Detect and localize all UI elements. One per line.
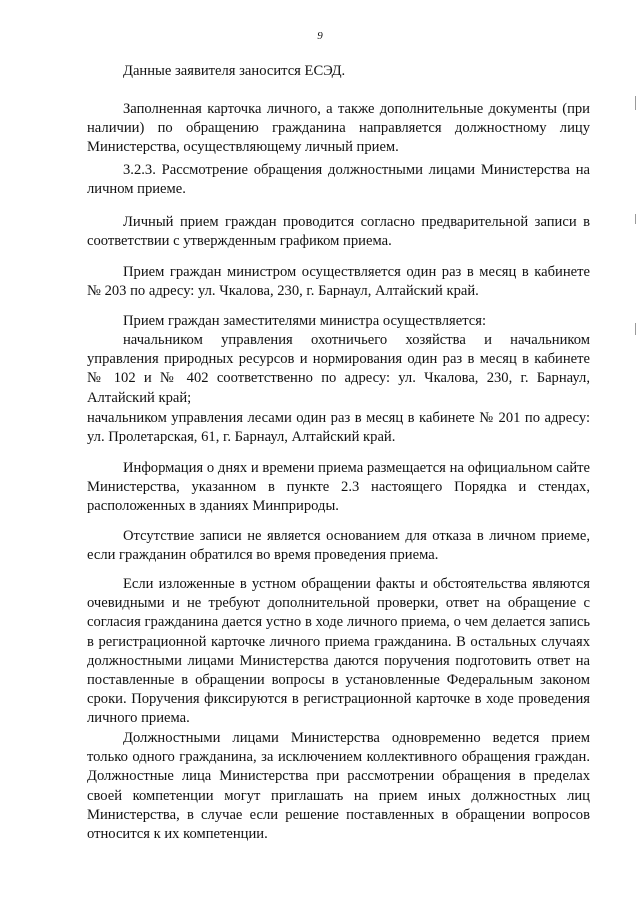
paragraph-no-record: Отсутствие записи не является основанием для отказа в личном приеме, если гражданин обратился во время проведения приема. [87, 528, 590, 564]
paragraph-preliminary-record: Личный прием граждан проводится согласно предварительной записи в соответствии с утвержденным графиком приема. [87, 214, 590, 250]
paragraph-one-citizen: Должностными лицами Министерства одновременно ведется прием только одного гражданина, за исключением коллективного обращения граждан. Должностные лица Министерства при рассмотрении обращения в пределах своей компетенции могут приглашать на прием иных должностных лиц Министерства, в случае если решение поставленных в обращении вопросов относится к их компетенции. [87, 730, 590, 843]
scan-artifact [635, 214, 636, 224]
paragraph-card-forwarding: Заполненная карточка личного, а также дополнительные документы (при наличии) по обращению гражданина направляется должностному лицу Министерства, осуществляющему личный прием. [87, 101, 590, 156]
section-heading-3-2-3: 3.2.3. Рассмотрение обращения должностными лицами Министерства на личном приеме. [87, 162, 590, 198]
paragraph-deputies-intro: Прием граждан заместителями министра осуществляется: [123, 313, 487, 329]
paragraph-minister-reception: Прием граждан министром осуществляется один раз в месяц в кабинете № 203 по адресу: ул. Чкалова, 230, г. Барнаул, Алтайский край. [87, 264, 590, 300]
paragraph-hunting-resources-heads: начальником управления охотничьего хозяйства и начальником управления природных ресурсов и нормирования один раз в месяц в кабинете № 102 и № 402 соответственно по адресу: ул. Чкалова, 230, г. Барнаул, Алтайский край; [87, 332, 590, 406]
paragraph-esed: Данные заявителя заносится ЕСЭД. [123, 63, 346, 79]
paragraph-info-placement: Информация о днях и времени приема размещается на официальном сайте Министерства, указанном в пункте 2.3 настоящего Порядка и стендах, расположенных в зданиях Минприроды. [87, 460, 590, 515]
scan-artifact [635, 96, 636, 110]
paragraph-forest-head: начальником управления лесами один раз в месяц в кабинете № 201 по адресу: ул. Пролетарская, 61, г. Барнаул, Алтайский край. [87, 410, 590, 446]
paragraph-oral-answer: Если изложенные в устном обращении факты и обстоятельства являются очевидными и не требуют дополнительной проверки, ответ на обращение с согласия гражданина дается устно в ходе личного приема, о чем делается запись в регистрационной карточке личного приема гражданина. В остальных случаях должностными лицами Министерства даются поручения подготовить ответ на поставленные в обращении вопросы в установленные Федеральным законом сроки. Поручения фиксируются в регистрационной карточке в ходе проведения личного приема. [87, 576, 590, 727]
page-number: 9 [317, 30, 323, 42]
scan-artifact [635, 323, 636, 335]
